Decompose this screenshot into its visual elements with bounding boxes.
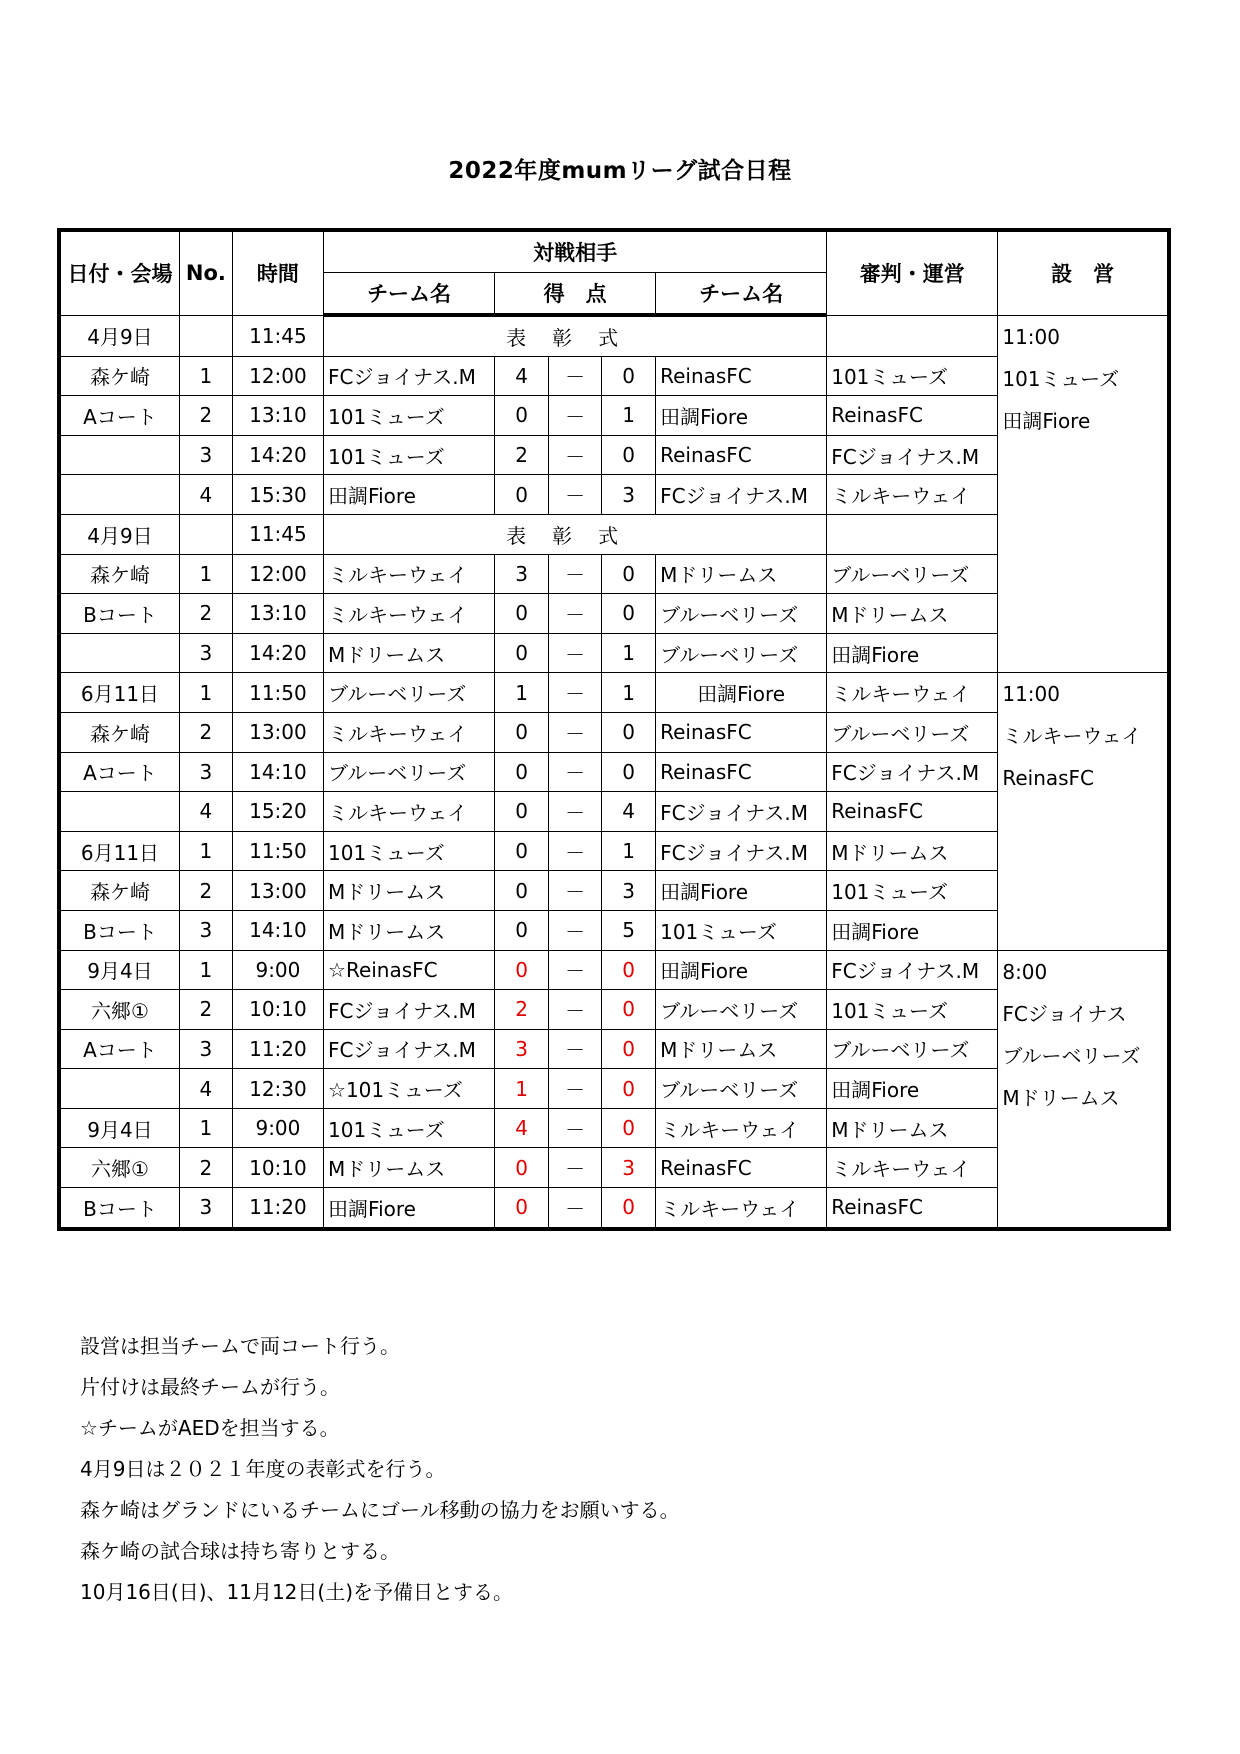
notes-list (80, 1326, 680, 1613)
setup-item: FCジョイナス (1002, 1001, 1127, 1026)
no-cell: 2 (179, 396, 232, 436)
team1-cell: ミルキーウェイ (324, 792, 495, 832)
no-cell: 3 (179, 910, 232, 950)
venue-cell: 六郷① (59, 990, 179, 1030)
score-dash: － (549, 910, 602, 950)
setup-item: Mドリームス (1002, 1085, 1120, 1110)
referee-cell: Mドリームス (827, 831, 998, 871)
table-row (59, 673, 1169, 713)
no-cell: 3 (179, 1029, 232, 1069)
referee-cell: FCジョイナス.M (827, 950, 998, 990)
score1-cell: 0 (495, 752, 549, 792)
time-cell: 12:00 (232, 554, 323, 594)
team1-cell: ミルキーウェイ (324, 712, 495, 752)
header-time: 時間 (232, 230, 323, 315)
referee-cell: ミルキーウェイ (827, 673, 998, 713)
score1-cell: 0 (495, 831, 549, 871)
score2-cell: 0 (602, 435, 656, 475)
score2-cell: 0 (602, 990, 656, 1030)
score2-cell: 0 (602, 1029, 656, 1069)
score1-cell: 1 (495, 673, 549, 713)
time-cell: 11:50 (232, 831, 323, 871)
referee-cell: 101ミューズ (827, 871, 998, 911)
score1-cell: 0 (495, 871, 549, 911)
score2-cell: 1 (602, 633, 656, 673)
team1-cell: Mドリームス (324, 633, 495, 673)
score1-cell: 0 (495, 475, 549, 515)
venue-cell: 4月9日 (59, 315, 179, 356)
score2-cell: 3 (602, 871, 656, 911)
note-line: 森ケ崎はグランドにいるチームにゴール移動の協力をお願いする。 (80, 1498, 680, 1522)
time-cell: 12:30 (232, 1069, 323, 1109)
referee-cell: ミルキーウェイ (827, 475, 998, 515)
time-cell: 14:10 (232, 752, 323, 792)
header-referee: 審判・運営 (827, 230, 998, 315)
header-team1: チーム名 (324, 273, 495, 316)
venue-cell: Bコート (59, 594, 179, 634)
venue-cell: Aコート (59, 1029, 179, 1069)
team2-cell: FCジョイナス.M (656, 475, 827, 515)
score-dash: － (549, 1108, 602, 1148)
team2-cell: ブルーベリーズ (656, 990, 827, 1030)
referee-cell: ブルーベリーズ (827, 712, 998, 752)
header-opponent: 対戦相手 (324, 230, 827, 273)
score2-cell: 4 (602, 792, 656, 832)
venue-cell: 森ケ崎 (59, 554, 179, 594)
team1-cell: ミルキーウェイ (324, 594, 495, 634)
venue-cell: 4月9日 (59, 514, 179, 554)
venue-cell (59, 1069, 179, 1109)
setup-item: ブルーベリーズ (1002, 1043, 1141, 1068)
no-cell: 4 (179, 792, 232, 832)
score1-cell: 0 (495, 396, 549, 436)
venue-cell: 森ケ崎 (59, 356, 179, 396)
no-cell (179, 514, 232, 554)
venue-cell: 森ケ崎 (59, 871, 179, 911)
score1-cell: 0 (495, 1188, 549, 1229)
venue-cell: 6月11日 (59, 673, 179, 713)
team1-cell: Mドリームス (324, 910, 495, 950)
team2-cell: ブルーベリーズ (656, 633, 827, 673)
score2-cell: 3 (602, 475, 656, 515)
referee-cell: 101ミューズ (827, 356, 998, 396)
no-cell: 4 (179, 475, 232, 515)
team1-cell: ☆101ミューズ (324, 1069, 495, 1109)
setup-item: 田調Fiore (1002, 408, 1091, 433)
referee-cell: FCジョイナス.M (827, 752, 998, 792)
no-cell: 1 (179, 554, 232, 594)
team1-cell: 田調Fiore (324, 475, 495, 515)
note-line: 10月16日(日)、11月12日(土)を予備日とする。 (80, 1580, 514, 1604)
score1-cell: 3 (495, 554, 549, 594)
time-cell: 13:00 (232, 712, 323, 752)
time-cell: 14:20 (232, 435, 323, 475)
time-cell: 14:20 (232, 633, 323, 673)
no-cell: 3 (179, 752, 232, 792)
no-cell: 2 (179, 990, 232, 1030)
header-setup: 設 営 (998, 230, 1169, 315)
venue-cell (59, 475, 179, 515)
score-dash: － (549, 396, 602, 436)
referee-cell (827, 315, 998, 356)
score-dash: － (549, 831, 602, 871)
header-date-venue: 日付・会場 (59, 230, 179, 315)
referee-cell: 101ミューズ (827, 990, 998, 1030)
team2-cell: 田調Fiore (656, 950, 827, 990)
no-cell: 1 (179, 673, 232, 713)
time-cell: 11:20 (232, 1188, 323, 1229)
no-cell: 3 (179, 633, 232, 673)
score-dash: － (549, 356, 602, 396)
score1-cell: 3 (495, 1029, 549, 1069)
team1-cell: ミルキーウェイ (324, 554, 495, 594)
note-line: 森ケ崎の試合球は持ち寄りとする。 (80, 1539, 400, 1563)
team2-cell: ReinasFC (656, 356, 827, 396)
score-dash: － (549, 1029, 602, 1069)
setup-item: 8:00 (1002, 959, 1048, 984)
time-cell: 11:50 (232, 673, 323, 713)
time-cell: 11:45 (232, 315, 323, 356)
no-cell: 1 (179, 831, 232, 871)
time-cell: 13:10 (232, 594, 323, 634)
no-cell: 2 (179, 594, 232, 634)
team2-cell: FCジョイナス.M (656, 792, 827, 832)
team1-cell: ブルーベリーズ (324, 673, 495, 713)
team2-cell: 101ミューズ (656, 910, 827, 950)
referee-cell: 田調Fiore (827, 1069, 998, 1109)
no-cell: 2 (179, 1148, 232, 1188)
score2-cell: 0 (602, 752, 656, 792)
score-dash: － (549, 871, 602, 911)
venue-cell: Aコート (59, 396, 179, 436)
time-cell: 9:00 (232, 1108, 323, 1148)
score-dash: － (549, 1069, 602, 1109)
score1-cell: 2 (495, 435, 549, 475)
header-score: 得 点 (495, 273, 656, 316)
score1-cell: 0 (495, 950, 549, 990)
venue-cell: 森ケ崎 (59, 712, 179, 752)
team2-cell: ReinasFC (656, 1148, 827, 1188)
referee-cell: ReinasFC (827, 396, 998, 436)
score-dash: － (549, 1188, 602, 1229)
referee-cell: ブルーベリーズ (827, 1029, 998, 1069)
team2-cell: ReinasFC (656, 752, 827, 792)
score-dash: － (549, 950, 602, 990)
score-dash: － (549, 475, 602, 515)
header-no: No. (179, 230, 232, 315)
referee-cell: Mドリームス (827, 1108, 998, 1148)
score2-cell: 0 (602, 1188, 656, 1229)
team2-cell: Mドリームス (656, 1029, 827, 1069)
score1-cell: 0 (495, 1148, 549, 1188)
score2-cell: 1 (602, 673, 656, 713)
team1-cell: 101ミューズ (324, 831, 495, 871)
score-dash: － (549, 633, 602, 673)
no-cell: 1 (179, 356, 232, 396)
score2-cell: 3 (602, 1148, 656, 1188)
time-cell: 12:00 (232, 356, 323, 396)
score2-cell: 0 (602, 554, 656, 594)
team1-cell: Mドリームス (324, 1148, 495, 1188)
team2-cell: 田調Fiore (656, 396, 827, 436)
score1-cell: 2 (495, 990, 549, 1030)
no-cell: 2 (179, 712, 232, 752)
score2-cell: 0 (602, 712, 656, 752)
score-dash: － (549, 1148, 602, 1188)
venue-cell (59, 633, 179, 673)
time-cell: 14:10 (232, 910, 323, 950)
venue-cell: Bコート (59, 910, 179, 950)
time-cell: 13:00 (232, 871, 323, 911)
team1-cell: FCジョイナス.M (324, 1029, 495, 1069)
team2-cell: 田調Fiore (656, 673, 827, 713)
note-line: ☆チームがAEDを担当する。 (80, 1416, 340, 1440)
team1-cell: 101ミューズ (324, 396, 495, 436)
time-cell: 15:20 (232, 792, 323, 832)
venue-cell: 9月4日 (59, 1108, 179, 1148)
team2-cell: ReinasFC (656, 712, 827, 752)
no-cell (179, 315, 232, 356)
table-row (59, 315, 1169, 356)
team1-cell: ブルーベリーズ (324, 752, 495, 792)
time-cell: 13:10 (232, 396, 323, 436)
score2-cell: 1 (602, 396, 656, 436)
score-dash: － (549, 990, 602, 1030)
referee-cell (827, 514, 998, 554)
team2-cell: 田調Fiore (656, 871, 827, 911)
team2-cell: ブルーベリーズ (656, 594, 827, 634)
score2-cell: 0 (602, 1108, 656, 1148)
score-dash: － (549, 673, 602, 713)
score-dash: － (549, 752, 602, 792)
score1-cell: 0 (495, 594, 549, 634)
referee-cell: 田調Fiore (827, 633, 998, 673)
time-cell: 11:20 (232, 1029, 323, 1069)
score1-cell: 0 (495, 910, 549, 950)
score1-cell: 0 (495, 792, 549, 832)
setup-item: 101ミューズ (1002, 366, 1120, 391)
score2-cell: 1 (602, 831, 656, 871)
score2-cell: 0 (602, 1069, 656, 1109)
note-line: 片付けは最終チームが行う。 (80, 1375, 340, 1399)
score2-cell: 0 (602, 356, 656, 396)
setup-item: 11:00 (1002, 324, 1060, 349)
score-dash: － (549, 792, 602, 832)
venue-cell: 6月11日 (59, 831, 179, 871)
score-dash: － (549, 554, 602, 594)
score-dash: － (549, 594, 602, 634)
score1-cell: 4 (495, 1108, 549, 1148)
ceremony-label: 表彰式 (324, 315, 827, 356)
schedule-body (59, 315, 1169, 1229)
setup-item: ミルキーウェイ (1002, 724, 1142, 749)
no-cell: 2 (179, 871, 232, 911)
team2-cell: ReinasFC (656, 435, 827, 475)
score2-cell: 0 (602, 950, 656, 990)
no-cell: 1 (179, 1108, 232, 1148)
referee-cell: Mドリームス (827, 594, 998, 634)
team1-cell: 101ミューズ (324, 435, 495, 475)
no-cell: 1 (179, 950, 232, 990)
referee-cell: ブルーベリーズ (827, 554, 998, 594)
score1-cell: 4 (495, 356, 549, 396)
score2-cell: 0 (602, 594, 656, 634)
team2-cell: FCジョイナス.M (656, 831, 827, 871)
venue-cell: Aコート (59, 752, 179, 792)
table-row (59, 950, 1169, 990)
no-cell: 3 (179, 1188, 232, 1229)
team1-cell: FCジョイナス.M (324, 356, 495, 396)
referee-cell: ミルキーウェイ (827, 1148, 998, 1188)
setup-cell (998, 950, 1169, 1229)
referee-cell: 田調Fiore (827, 910, 998, 950)
referee-cell: ReinasFC (827, 792, 998, 832)
setup-item: ReinasFC (1002, 766, 1095, 791)
ceremony-label: 表彰式 (324, 514, 827, 554)
team1-cell: 101ミューズ (324, 1108, 495, 1148)
time-cell: 10:10 (232, 990, 323, 1030)
referee-cell: ReinasFC (827, 1188, 998, 1229)
setup-item: 11:00 (1002, 682, 1060, 707)
team1-cell: Mドリームス (324, 871, 495, 911)
team1-cell: ☆ReinasFC (324, 950, 495, 990)
team1-cell: 田調Fiore (324, 1188, 495, 1229)
time-cell: 10:10 (232, 1148, 323, 1188)
venue-cell (59, 792, 179, 832)
score1-cell: 0 (495, 633, 549, 673)
venue-cell: 六郷① (59, 1148, 179, 1188)
score-dash: － (549, 435, 602, 475)
score2-cell: 5 (602, 910, 656, 950)
team2-cell: ミルキーウェイ (656, 1108, 827, 1148)
page-title: 2022年度mumリーグ試合日程 (448, 158, 792, 184)
time-cell: 15:30 (232, 475, 323, 515)
venue-cell: Bコート (59, 1188, 179, 1229)
header-team2: チーム名 (656, 273, 827, 316)
setup-cell (998, 315, 1169, 673)
score-dash: － (549, 712, 602, 752)
team1-cell: FCジョイナス.M (324, 990, 495, 1030)
schedule-table (57, 228, 1171, 1231)
no-cell: 3 (179, 435, 232, 475)
note-line: 設営は担当チームで両コート行う。 (80, 1334, 400, 1358)
setup-cell (998, 673, 1169, 950)
venue-cell (59, 435, 179, 475)
score1-cell: 1 (495, 1069, 549, 1109)
score1-cell: 0 (495, 712, 549, 752)
note-line: 4月9日は２０２１年度の表彰式を行う。 (80, 1457, 446, 1481)
venue-cell: 9月4日 (59, 950, 179, 990)
time-cell: 11:45 (232, 514, 323, 554)
team2-cell: Mドリームス (656, 554, 827, 594)
team2-cell: ミルキーウェイ (656, 1188, 827, 1229)
team2-cell: ブルーベリーズ (656, 1069, 827, 1109)
referee-cell: FCジョイナス.M (827, 435, 998, 475)
no-cell: 4 (179, 1069, 232, 1109)
time-cell: 9:00 (232, 950, 323, 990)
